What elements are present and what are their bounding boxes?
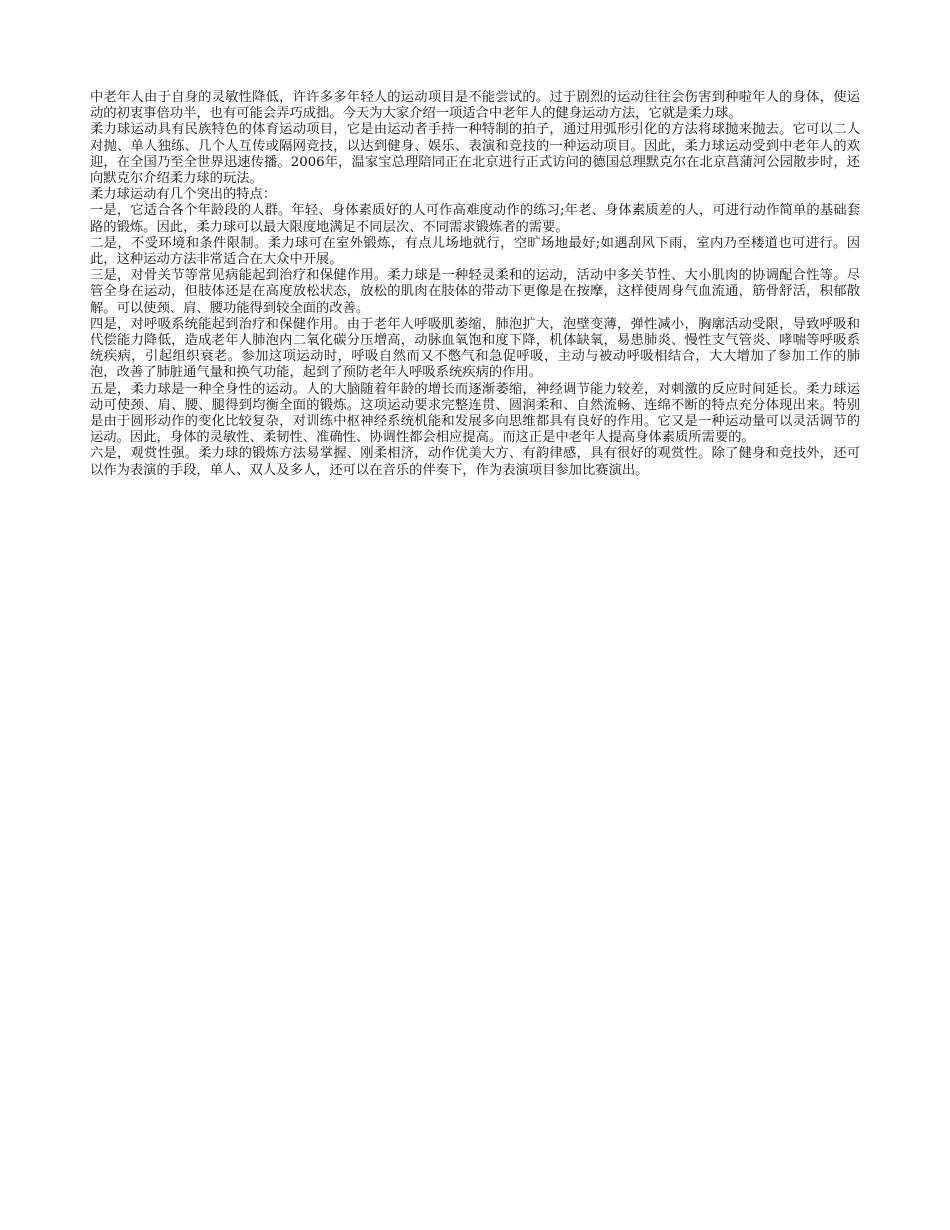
paragraph-feature-3: 三是，对骨关节等常见病能起到治疗和保健作用。柔力球是一种轻灵柔和的运动，活动中多关节性、大小肌肉的协调配合性等。尽管全身在运动，但肢体还是在高度放松状态，放松的肌肉在肢体的带动下更像是在按摩，这样使周身气血流通，筋骨舒活，积郁散解。可以使颈、肩、腰功能得到较全面的改善。 [90,268,860,316]
paragraph-feature-2: 二是，不受环境和条件限制。柔力球可在室外锻炼，有点儿场地就行，空旷场地最好;如遇刮风下雨，室内乃至楼道也可进行。因此，这种运动方法非常适合在大众中开展。 [90,235,860,268]
document-body [90,90,860,479]
paragraph-feature-5: 五是，柔力球是一种全身性的运动。人的大脑随着年龄的增长而逐渐萎缩，神经调节能力较差，对刺激的反应时间延长。柔力球运动可使颈、肩、腰、腿得到均衡全面的锻炼。这项运动要求完整连贯、圆润柔和、自然流畅、连绵不断的特点充分体现出来。特别是由于圆形动作的变化比较复杂，对训练中枢神经系统机能和发展多向思维都具有良好的作用。它又是一种运动量可以灵活调节的运动。因此，身体的灵敏性、柔韧性、准确性、协调性都会相应提高。而这正是中老年人提高身体素质所需要的。 [90,381,860,446]
paragraph-intro: 中老年人由于自身的灵敏性降低，许许多多年轻人的运动项目是不能尝试的。过于剧烈的运动往往会伤害到种啦年人的身体，使运动的初衷事倍功半，也有可能会弄巧成拙。今天为大家介绍一项适合中老年人的健身运动方法，它就是柔力球。 [90,90,860,122]
paragraph-about-rouliqiu: 柔力球运动具有民族特色的体育运动项目，它是由运动者手持一种特制的拍子，通过用弧形引化的方法将球抛来抛去。它可以二人对抛、单人独练、几个人互传或隔网竞技，以达到健身、娱乐、表演和竞技的一种运动项目。因此，柔力球运动受到中老年人的欢迎，在全国乃至全世界迅速传播。2006年，温家宝总理陪同正在北京进行正式访问的德国总理默克尔在北京菖蒲河公园散步时，还向默克尔介绍柔力球的玩法。 [90,122,860,187]
paragraph-feature-4: 四是，对呼吸系统能起到治疗和保健作用。由于老年人呼吸肌萎缩，肺泡扩大，泡壁变薄，弹性减小，胸廓活动受限，导致呼吸和代偿能力降低，造成老年人肺泡内二氧化碳分压增高，动脉血氧饱和度下降，机体缺氧，易患肺炎、慢性支气管炎、哮喘等呼吸系统疾病，引起组织衰老。参加这项运动时，呼吸自然而又不憋气和急促呼吸，主动与被动呼吸相结合，大大增加了参加工作的肺泡，改善了肺脏通气量和换气功能，起到了预防老年人呼吸系统疾病的作用。 [90,316,860,381]
paragraph-feature-1: 一是，它适合各个年龄段的人群。年轻、身体素质好的人可作高难度动作的练习;年老、身体素质差的人，可进行动作简单的基础套路的锻炼。因此，柔力球可以最大限度地满足不同层次、不同需求锻炼者的需要。 [90,203,860,235]
paragraph-features-heading: 柔力球运动有几个突出的特点： [90,187,277,203]
paragraph-feature-6: 六是，观赏性强。柔力球的锻炼方法易掌握、刚柔相济，动作优美大方、有韵律感，具有很好的观赏性。除了健身和竞技外，还可以作为表演的手段，单人、双人及多人，还可以在音乐的伴奏下，作为表演项目参加比赛演出。 [90,446,860,478]
